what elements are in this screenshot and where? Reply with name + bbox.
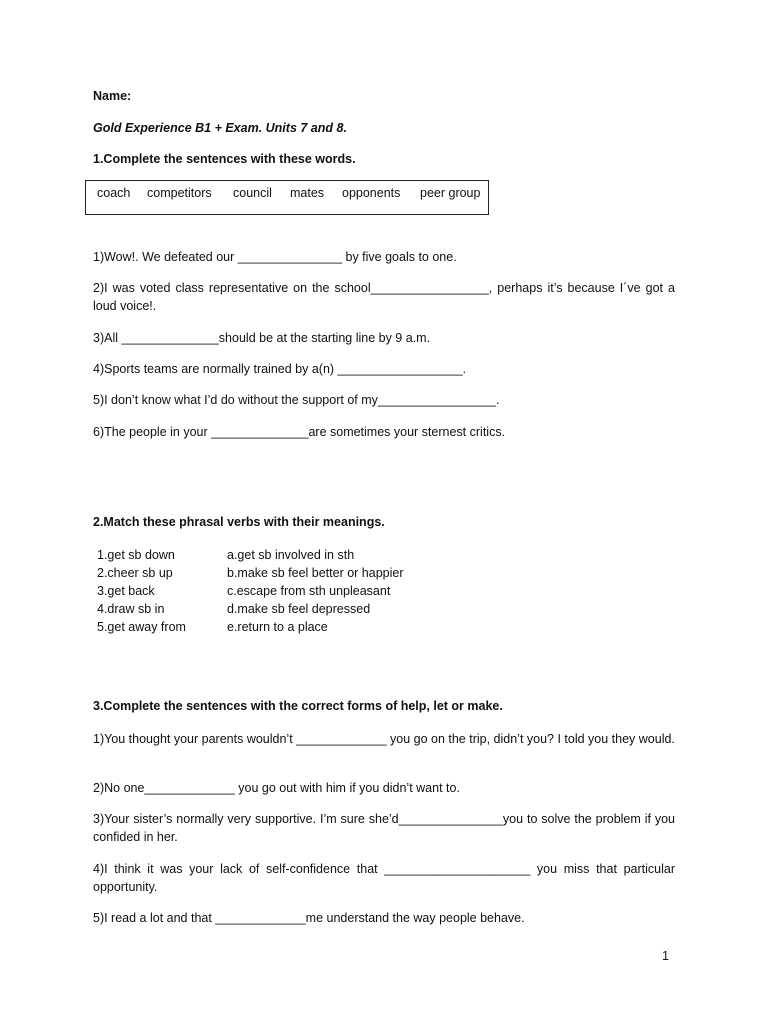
section2-heading: 2.Match these phrasal verbs with their meanings. [93,515,385,529]
section3-sentence: 4)I think it was your lack of self-confidence that _____________________ you miss that particular opportunity. [93,862,675,894]
word-bank-item: mates [290,186,325,200]
word-bank-item: opponents [342,186,401,200]
word-bank-item: council [233,186,272,200]
phrasal-verb: 1.get sb down [97,548,175,562]
worksheet-title: Gold Experience B1 + Exam. Units 7 and 8. [93,121,347,135]
section1-sentence: 2)I was voted class representative on the school_________________, perhaps it’s because I´ve got a loud voice!. [93,281,675,313]
word-bank-item: peer group [420,186,481,200]
verb-meaning: e.return to a place [227,620,328,634]
phrasal-verb: 3.get back [97,584,155,598]
word-bank-item: coach [97,186,131,200]
phrasal-verb: 4.draw sb in [97,602,165,616]
name-label: Name: [93,89,132,103]
section3-sentence: 1)You thought your parents wouldn’t _____________ you go on the trip, didn’t you? I told you they would. [93,732,675,746]
phrasal-verb: 2.cheer sb up [97,566,173,580]
phrasal-verb: 5.get away from [97,620,186,634]
verb-meaning: d.make sb feel depressed [227,602,371,616]
section1-sentence: 6)The people in your ______________are sometimes your sternest critics. [93,425,506,439]
page-number: 1 [662,949,669,963]
section3-sentence: 2)No one_____________ you go out with him if you didn’t want to. [93,781,460,795]
verb-meaning: a.get sb involved in sth [227,548,355,562]
section1-heading: 1.Complete the sentences with these words. [93,152,356,166]
section1-sentence: 5)I don’t know what I’d do without the support of my_________________. [93,393,500,407]
verb-meaning: b.make sb feel better or happier [227,566,404,580]
verb-meaning: c.escape from sth unpleasant [227,584,391,598]
section3-sentence: 3)Your sister’s normally very supportive. I’m sure she’d_______________you to solve the problem if you confided in her. [93,812,675,844]
section3-sentence: 5)I read a lot and that _____________me understand the way people behave. [93,911,525,925]
section3-heading: 3.Complete the sentences with the correct forms of help, let or make. [93,699,503,713]
section1-sentence: 1)Wow!. We defeated our _______________ by five goals to one. [93,250,457,264]
section1-sentence: 4)Sports teams are normally trained by a(n) __________________. [93,362,467,376]
word-bank-item: competitors [147,186,212,200]
section1-sentence: 3)All ______________should be at the starting line by 9 a.m. [93,331,431,345]
